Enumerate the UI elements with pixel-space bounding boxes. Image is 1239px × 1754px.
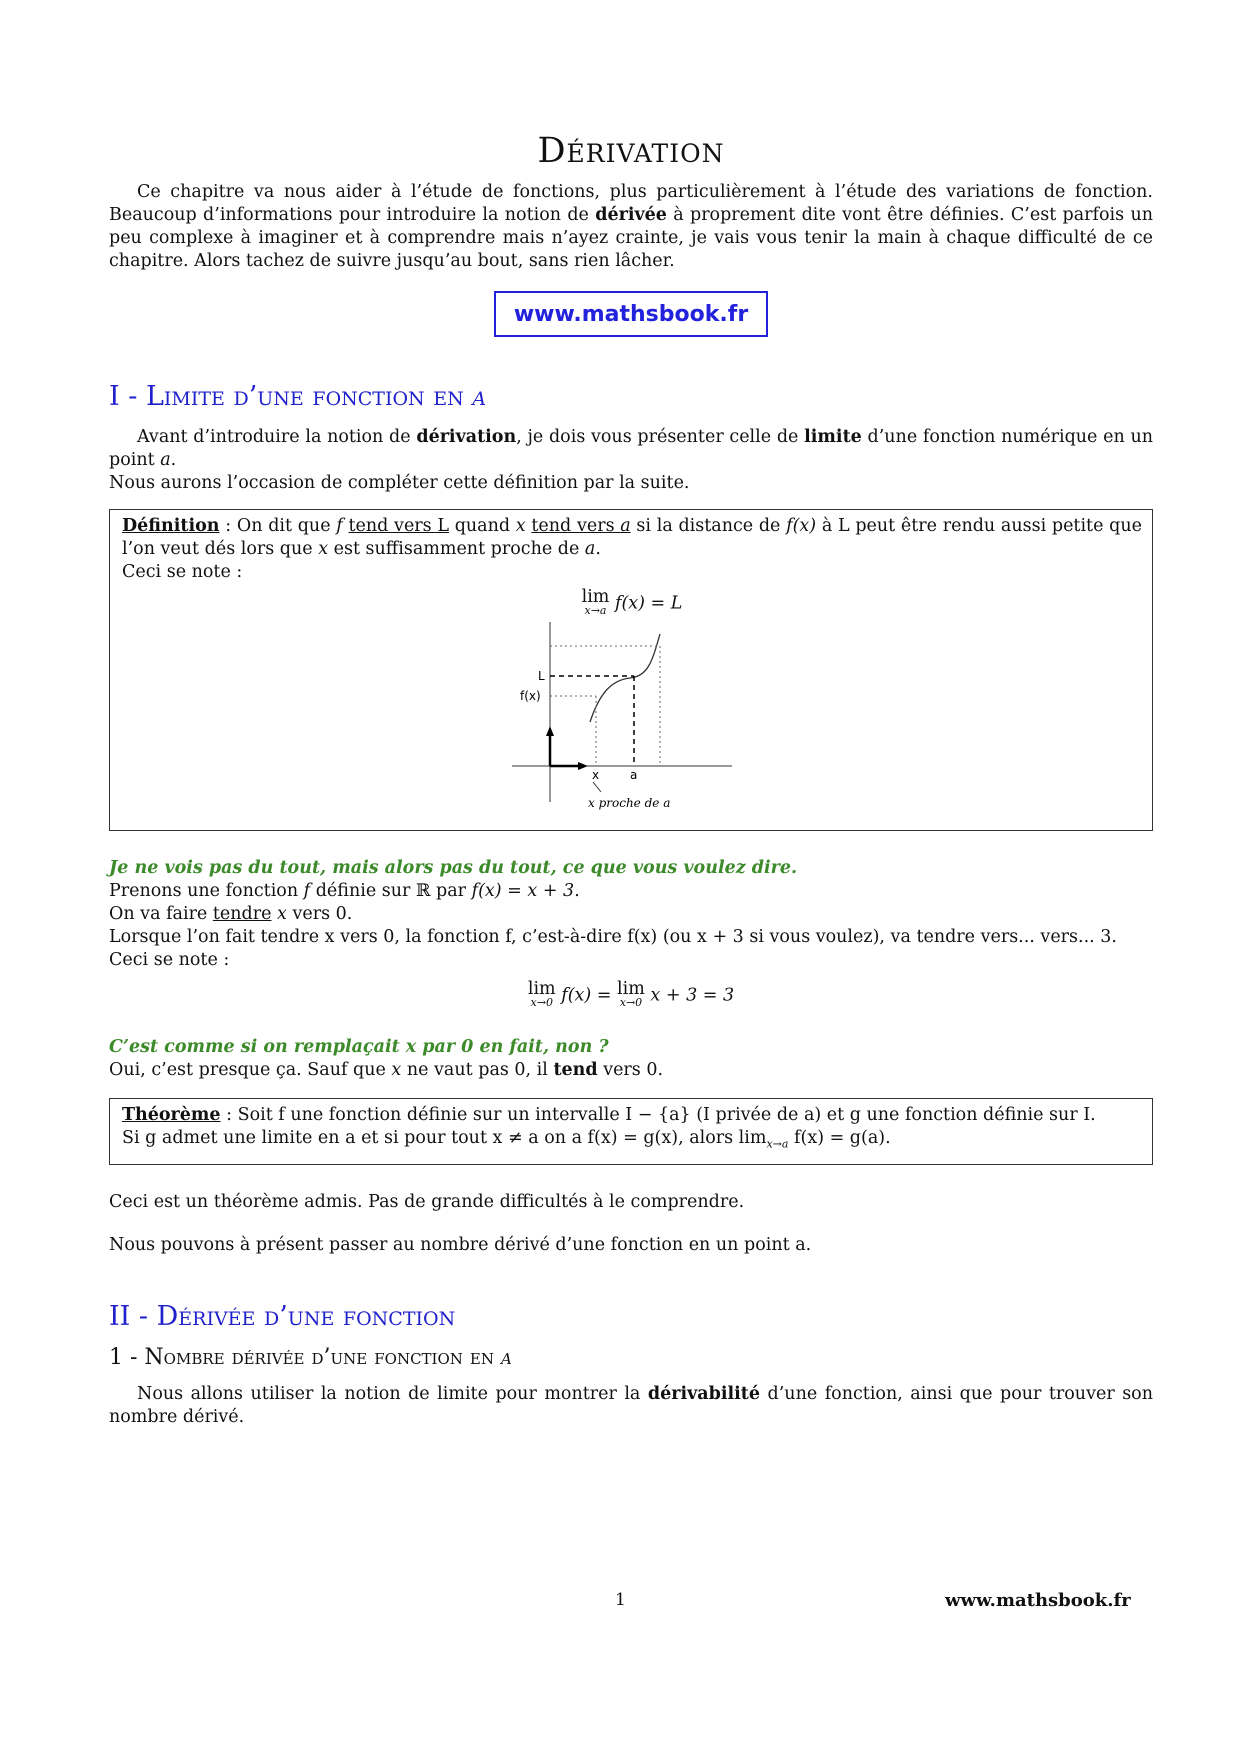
after-theorem-1: Ceci est un théorème admis. Pas de grande difficultés à le comprendre. [109,1191,745,1212]
document-page [109,131,1154,1429]
page-number: 1 [615,1590,626,1610]
example-line-4: Ceci se note : [109,950,230,970]
section-2-title: II - Dérivée d’une fonction [109,1300,456,1332]
theorem-line-1: Théorème : Soit f une fonction définie sur un intervalle I − {a} (I privée de a) et g une fonction définie sur I. [122,1105,1096,1125]
definition-limit-formula: lim x→a f(x) = L [581,587,683,617]
question-1: Je ne vois pas du tout, mais alors pas du tout, ce que vous voulez dire. [109,858,798,878]
definition-note: Ceci se note : [122,562,243,582]
site-link-box[interactable]: www.mathsbook.fr [494,291,768,337]
after-theorem-2: Nous pouvons à présent passer au nombre dérivé d’une fonction en un point a. [109,1234,812,1255]
footer-site[interactable]: www.mathsbook.fr [945,1590,1131,1611]
label-fx: f(x) [520,689,541,703]
intro-paragraph: Ce chapitre va nous aider à l’étude de fonctions, plus particulièrement à l’étude des variations de fonction. Beaucoup d’informations pour introduire la notion de dérivée à proprement dite vont être définies. C’est parfois un peu complexe à imaginer et à comprendre mais n’ayez crainte, je vais vous tenir la main à chaque difficulté de ce chapitre. Alors tachez de suivre jusqu’au bout, sans rien lâcher. [109,182,1153,271]
label-a: a [630,768,638,782]
example-line-1: Prenons une fonction f définie sur ℝ par f(x) = x + 3. [109,881,580,901]
definition-box [109,509,1153,831]
arrow-head-up [546,726,554,736]
section-1-paragraph: Avant d’introduire la notion de dérivation, je dois vous présenter celle de limite d’une fonction numérique en un point a. [109,427,1154,470]
example-limit-formula: lim x→0 f(x) = lim x→0 x + 3 = 3 [527,979,735,1009]
subsection-1-title: 1 - Nombre dérivée d’une fonction en a [109,1344,512,1370]
label-x: x [592,768,600,782]
caption-pointer [593,782,601,792]
question-2: C’est comme si on remplaçait x par 0 en fait, non ? [109,1037,609,1057]
limit-graph [512,622,752,822]
label-L: L [538,669,545,683]
section-1-paragraph-2: Nous aurons l’occasion de compléter cette définition par la suite. [109,473,690,493]
arrow-head-right [578,762,588,770]
label-caption: x proche de a [588,796,671,810]
definition-text: Définition : On dit que f tend vers L quand x tend vers a si la distance de f(x) à L peut être rendu aussi petite que l’on veut dés lors que x est suffisamment proche de a. [122,516,1142,559]
page-title: Dérivation [537,131,725,171]
section-2-paragraph: Nous allons utiliser la notion de limite pour montrer la dérivabilité d’une fonction, ainsi que pour trouver son nombre dérivé. [109,1383,1153,1427]
answer-line: Oui, c’est presque ça. Sauf que x ne vaut pas 0, il tend vers 0. [109,1060,664,1080]
theorem-box [109,1098,1153,1165]
theorem-line-2: Si g admet une limite en a et si pour tout x ≠ a on a f(x) = g(x), alors $\lim_{x\to a} f(x) = g(a)$. [122,1128,891,1151]
example-line-2: On va faire tendre x vers 0. [109,904,353,924]
function-curve [590,634,660,722]
section-1-title: I - Limite d’une fonction en a [109,381,487,412]
example-line-3: Lorsque l’on fait tendre x vers 0, la fonction f, c’est-à-dire f(x) (ou x + 3 si vous voulez), va tendre vers... vers... 3. [109,927,1117,947]
